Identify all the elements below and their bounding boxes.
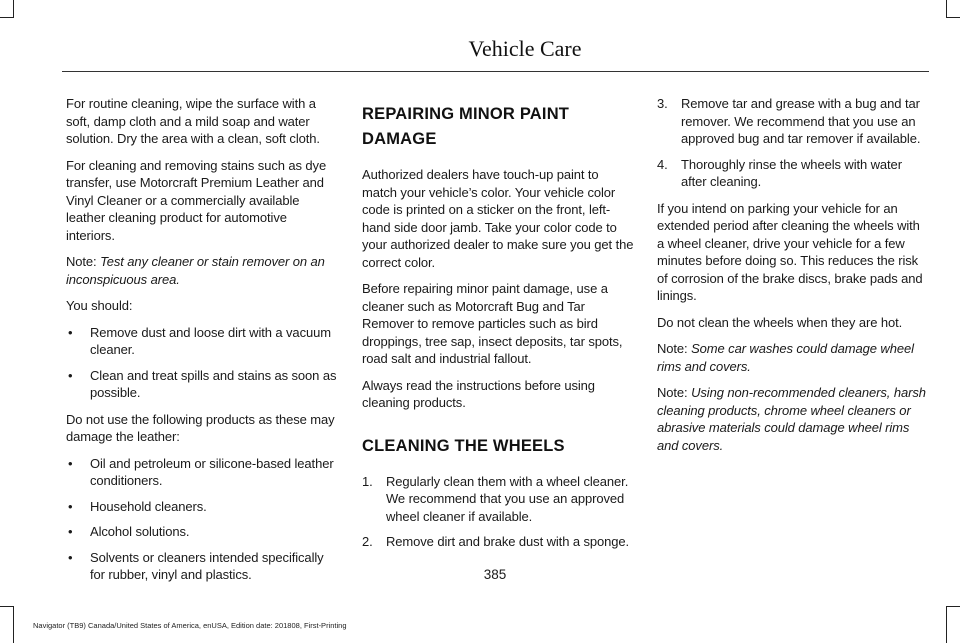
paragraph: Authorized dealers have touch-up paint to match your vehicle’s color. Your vehicle color code is printed on a sticker on the front, left-hand side door jamb. Take your color code to your authorized dealer to make sure you get the correct color.	[362, 167, 634, 270]
step-item	[362, 533, 634, 551]
section-heading	[362, 102, 634, 152]
crop-mark	[0, 606, 14, 607]
step-number: 2.	[362, 534, 373, 549]
note-text: Test any cleaner or stain remover on an inconspicuous area.	[66, 254, 325, 287]
section-heading-line: REPAIRING MINOR PAINT	[362, 105, 570, 123]
avoid-list	[66, 455, 338, 584]
right-column	[657, 95, 929, 463]
step-item	[657, 156, 929, 191]
note-text: Using non-recommended cleaners, harsh cleaning products, chrome wheel cleaners or abrasive materials could damage wheel rims and covers.	[657, 385, 926, 453]
crop-mark	[946, 606, 960, 607]
section-heading: CLEANING THE WHEELS	[362, 436, 565, 455]
crop-mark	[946, 0, 947, 17]
list-item: • Alcohol solutions.	[66, 523, 338, 541]
step-text: Remove tar and grease with a bug and tar remover. We recommend that you use an approved bug and tar remover if available.	[681, 96, 921, 146]
paragraph: For cleaning and removing stains such as dye transfer, use Motorcraft Premium Leather and Vinyl Cleaner or a commercially available leather cleaning product for automotive interiors.	[66, 157, 327, 243]
note-label: Note:	[66, 254, 97, 269]
step-text: Remove dirt and brake dust with a sponge.	[386, 534, 630, 549]
note-label: Note:	[657, 341, 688, 356]
should-list	[66, 324, 338, 402]
note-label: Note:	[657, 385, 688, 400]
paragraph: Before repairing minor paint damage, use a cleaner such as Motorcraft Bug and Tar Remover to remove particles such as bird droppings, tree sap, insect deposits, tar spots, road salt and industrial fallout.	[362, 281, 623, 366]
paragraph: Do not clean the wheels when they are hot.	[657, 314, 903, 330]
step-text: Regularly clean them with a wheel cleaner. We recommend that you use an approved wheel cleaner if available.	[386, 473, 629, 524]
section-heading-line: DAMAGE	[362, 130, 437, 148]
list-item: • Solvents or cleaners intended specifically for rubber, vinyl and plastics.	[66, 549, 338, 584]
paragraph: Always read the instructions before using cleaning products.	[362, 377, 595, 410]
crop-mark	[0, 17, 14, 18]
step-item	[657, 95, 929, 148]
step-number: 4.	[657, 156, 668, 172]
page-number: 385	[483, 567, 507, 582]
crop-mark	[946, 17, 960, 18]
step-number: 3.	[657, 96, 668, 111]
step-text: Thoroughly rinse the wheels with water after cleaning.	[681, 156, 902, 189]
wheel-steps	[362, 473, 634, 551]
header-divider	[62, 71, 929, 72]
list-item: • Household cleaners.	[66, 498, 338, 516]
crop-mark	[946, 606, 947, 643]
list-item: • Oil and petroleum or silicone-based leather conditioners.	[66, 455, 338, 490]
step-number: 1.	[362, 473, 373, 489]
note-text: Some car washes could damage wheel rims and covers.	[657, 341, 914, 374]
paragraph: For routine cleaning, wipe the surface with a soft, damp cloth and a mild soap and water solution. Dry the area with a clean, soft cloth.	[66, 96, 320, 146]
list-item: • Remove dust and loose dirt with a vacuum cleaner.	[66, 324, 338, 359]
page-header-title: Vehicle Care	[468, 36, 582, 61]
paragraph: Do not use the following products as these may damage the leather:	[66, 411, 335, 444]
paragraph: If you intend on parking your vehicle for an extended period after cleaning the wheels with a wheel cleaner, drive your vehicle for a few minutes before doing so. This reduces the risk of corrosion of the brake discs, brake pads and linings.	[657, 200, 923, 303]
note	[66, 253, 338, 288]
step-item	[362, 473, 634, 526]
list-item: • Clean and treat spills and stains as soon as possible.	[66, 367, 338, 402]
paragraph: You should:	[66, 298, 133, 313]
footer-edition-info: Navigator (TB9) Canada/United States of America, enUSA, Edition date: 201808, First-Printing	[33, 621, 347, 630]
middle-column	[362, 98, 634, 560]
note	[657, 384, 929, 454]
crop-mark	[13, 0, 14, 17]
left-column	[66, 95, 338, 593]
wheel-steps-continued	[657, 95, 929, 191]
crop-mark	[13, 606, 14, 643]
note	[657, 340, 929, 375]
